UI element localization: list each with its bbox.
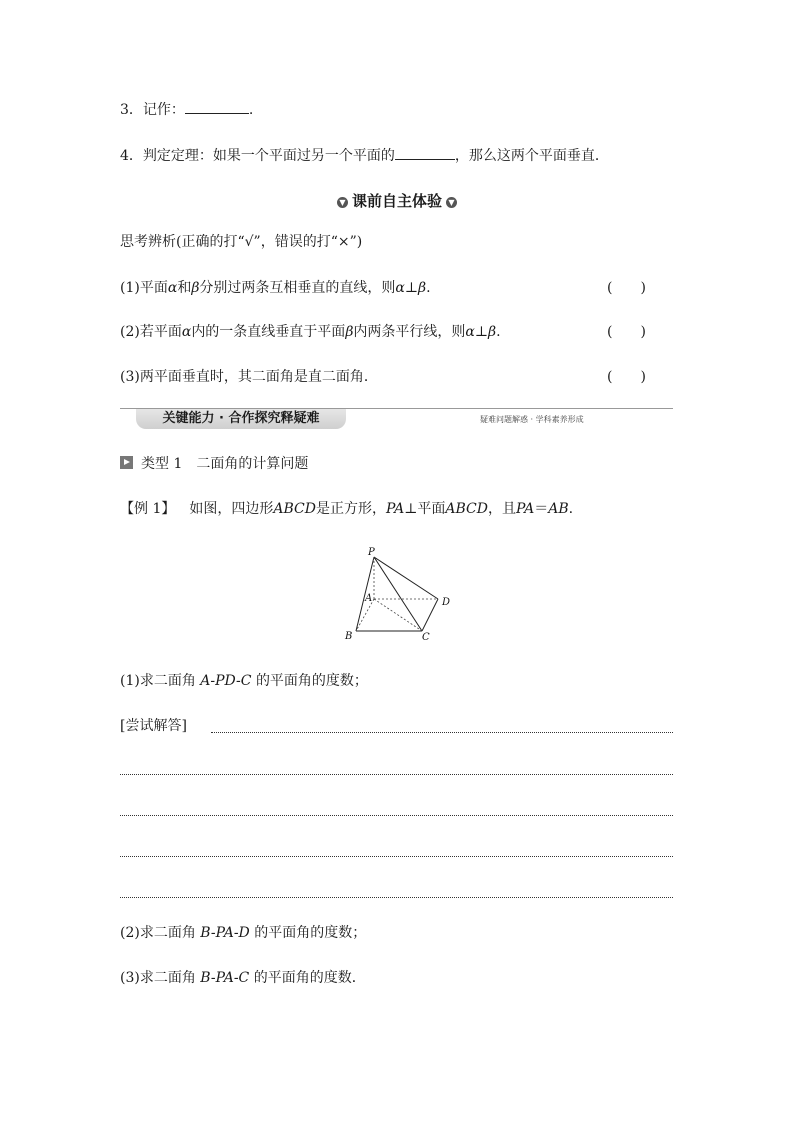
fill-blank[interactable] bbox=[395, 144, 455, 160]
item-4-suffix: ，那么这两个平面垂直． bbox=[454, 148, 609, 164]
section-title bbox=[0, 191, 794, 211]
answer-line[interactable] bbox=[211, 732, 673, 733]
example-text: ⊥平面 bbox=[404, 501, 446, 517]
q2-period: . bbox=[496, 324, 501, 340]
example-text: 是正方形， bbox=[315, 501, 386, 517]
part-2-math: B-PA-D bbox=[200, 925, 250, 941]
q1-text: 和 bbox=[177, 280, 192, 296]
type-1-heading bbox=[120, 454, 308, 474]
chevron-down-icon: ▼ bbox=[446, 197, 457, 208]
q1-text: 分别过两条互相垂直的直线，则 bbox=[199, 280, 396, 296]
item-4 bbox=[120, 144, 609, 166]
part-1-text: (1)求二面角 bbox=[120, 673, 196, 689]
banner-note: 疑难问题解惑 · 学科素养形成 bbox=[480, 415, 584, 424]
part-3 bbox=[120, 968, 366, 988]
example-math: PA bbox=[516, 501, 535, 517]
question-2 bbox=[120, 322, 501, 342]
edge-pd bbox=[374, 557, 438, 599]
example-1 bbox=[120, 499, 573, 519]
attempt-label: [尝试解答] bbox=[120, 718, 187, 734]
part-3-math: B-PA-C bbox=[200, 970, 250, 986]
part-2-text: 的平面角的度数； bbox=[254, 925, 367, 941]
item-3-period: . bbox=[248, 102, 254, 118]
q1-alpha: α bbox=[167, 280, 178, 296]
edge-ac bbox=[374, 599, 422, 631]
q2-text: (2)若平面 bbox=[120, 324, 182, 340]
label-c: C bbox=[422, 632, 430, 643]
label-a: A bbox=[365, 593, 373, 604]
label-p: P bbox=[368, 547, 375, 558]
answer-line[interactable] bbox=[120, 856, 673, 857]
part-2 bbox=[120, 923, 366, 943]
example-math: PA bbox=[385, 501, 405, 517]
section-title-text: 课前自主体验 bbox=[351, 192, 442, 210]
answer-line[interactable] bbox=[120, 897, 673, 898]
answer-parentheses[interactable]: ( ) bbox=[607, 369, 646, 385]
item-4-text: 4．判定定理：如果一个平面过另一个平面的 bbox=[120, 148, 395, 164]
q2-text: 内的一条直线垂直于平面 bbox=[191, 324, 346, 340]
q1-period: . bbox=[426, 280, 431, 296]
example-math: ABCD bbox=[273, 501, 316, 517]
example-math: ABCD bbox=[445, 501, 488, 517]
q2-alpha: α bbox=[181, 324, 192, 340]
part-1 bbox=[120, 671, 368, 691]
example-tag: 【例 1】 bbox=[120, 501, 176, 517]
example-text: ，且 bbox=[488, 501, 516, 517]
example-math: AB bbox=[548, 501, 569, 517]
answer-line[interactable] bbox=[120, 774, 673, 775]
q2-beta: β bbox=[345, 324, 354, 340]
pyramid-figure bbox=[340, 543, 460, 643]
answer-parentheses[interactable]: ( ) bbox=[607, 324, 646, 340]
q1-text: (1)平面 bbox=[120, 280, 168, 296]
edge-cd bbox=[422, 599, 438, 631]
item-3 bbox=[120, 98, 253, 120]
part-1-math: A-PD-C bbox=[200, 673, 252, 689]
answer-parentheses[interactable]: ( ) bbox=[607, 280, 646, 296]
q2-relation: α⊥β bbox=[465, 324, 497, 340]
edge-pc bbox=[374, 557, 422, 631]
example-text: ＝ bbox=[534, 501, 549, 517]
part-3-text: 的平面角的度数． bbox=[253, 970, 366, 986]
item-3-text: 3．记作： bbox=[120, 102, 185, 118]
part-2-text: (2)求二面角 bbox=[120, 925, 196, 941]
question-1 bbox=[120, 278, 431, 298]
type-1-label: 类型 1 二面角的计算问题 bbox=[141, 456, 309, 472]
practice-intro: 思考辨析(正确的打“√”，错误的打“×”) bbox=[120, 234, 363, 250]
part-1-text: 的平面角的度数； bbox=[255, 673, 368, 689]
q1-relation: α⊥β bbox=[395, 280, 427, 296]
example-text: 如图，四边形 bbox=[189, 501, 274, 517]
label-b: B bbox=[345, 631, 353, 642]
example-text: . bbox=[568, 501, 574, 517]
label-d: D bbox=[442, 597, 451, 608]
q1-beta: β bbox=[191, 280, 200, 296]
chevron-down-icon: ▼ bbox=[337, 197, 348, 208]
section-banner: 关键能力 · 合作探究释疑难 bbox=[136, 409, 346, 429]
fill-blank[interactable] bbox=[185, 98, 249, 114]
answer-line[interactable] bbox=[120, 815, 673, 816]
part-3-text: (3)求二面角 bbox=[120, 970, 196, 986]
play-icon bbox=[120, 456, 133, 469]
q2-text: 内两条平行线，则 bbox=[353, 324, 466, 340]
question-3: (3)两平面垂直时，其二面角是直二面角． bbox=[120, 369, 378, 385]
